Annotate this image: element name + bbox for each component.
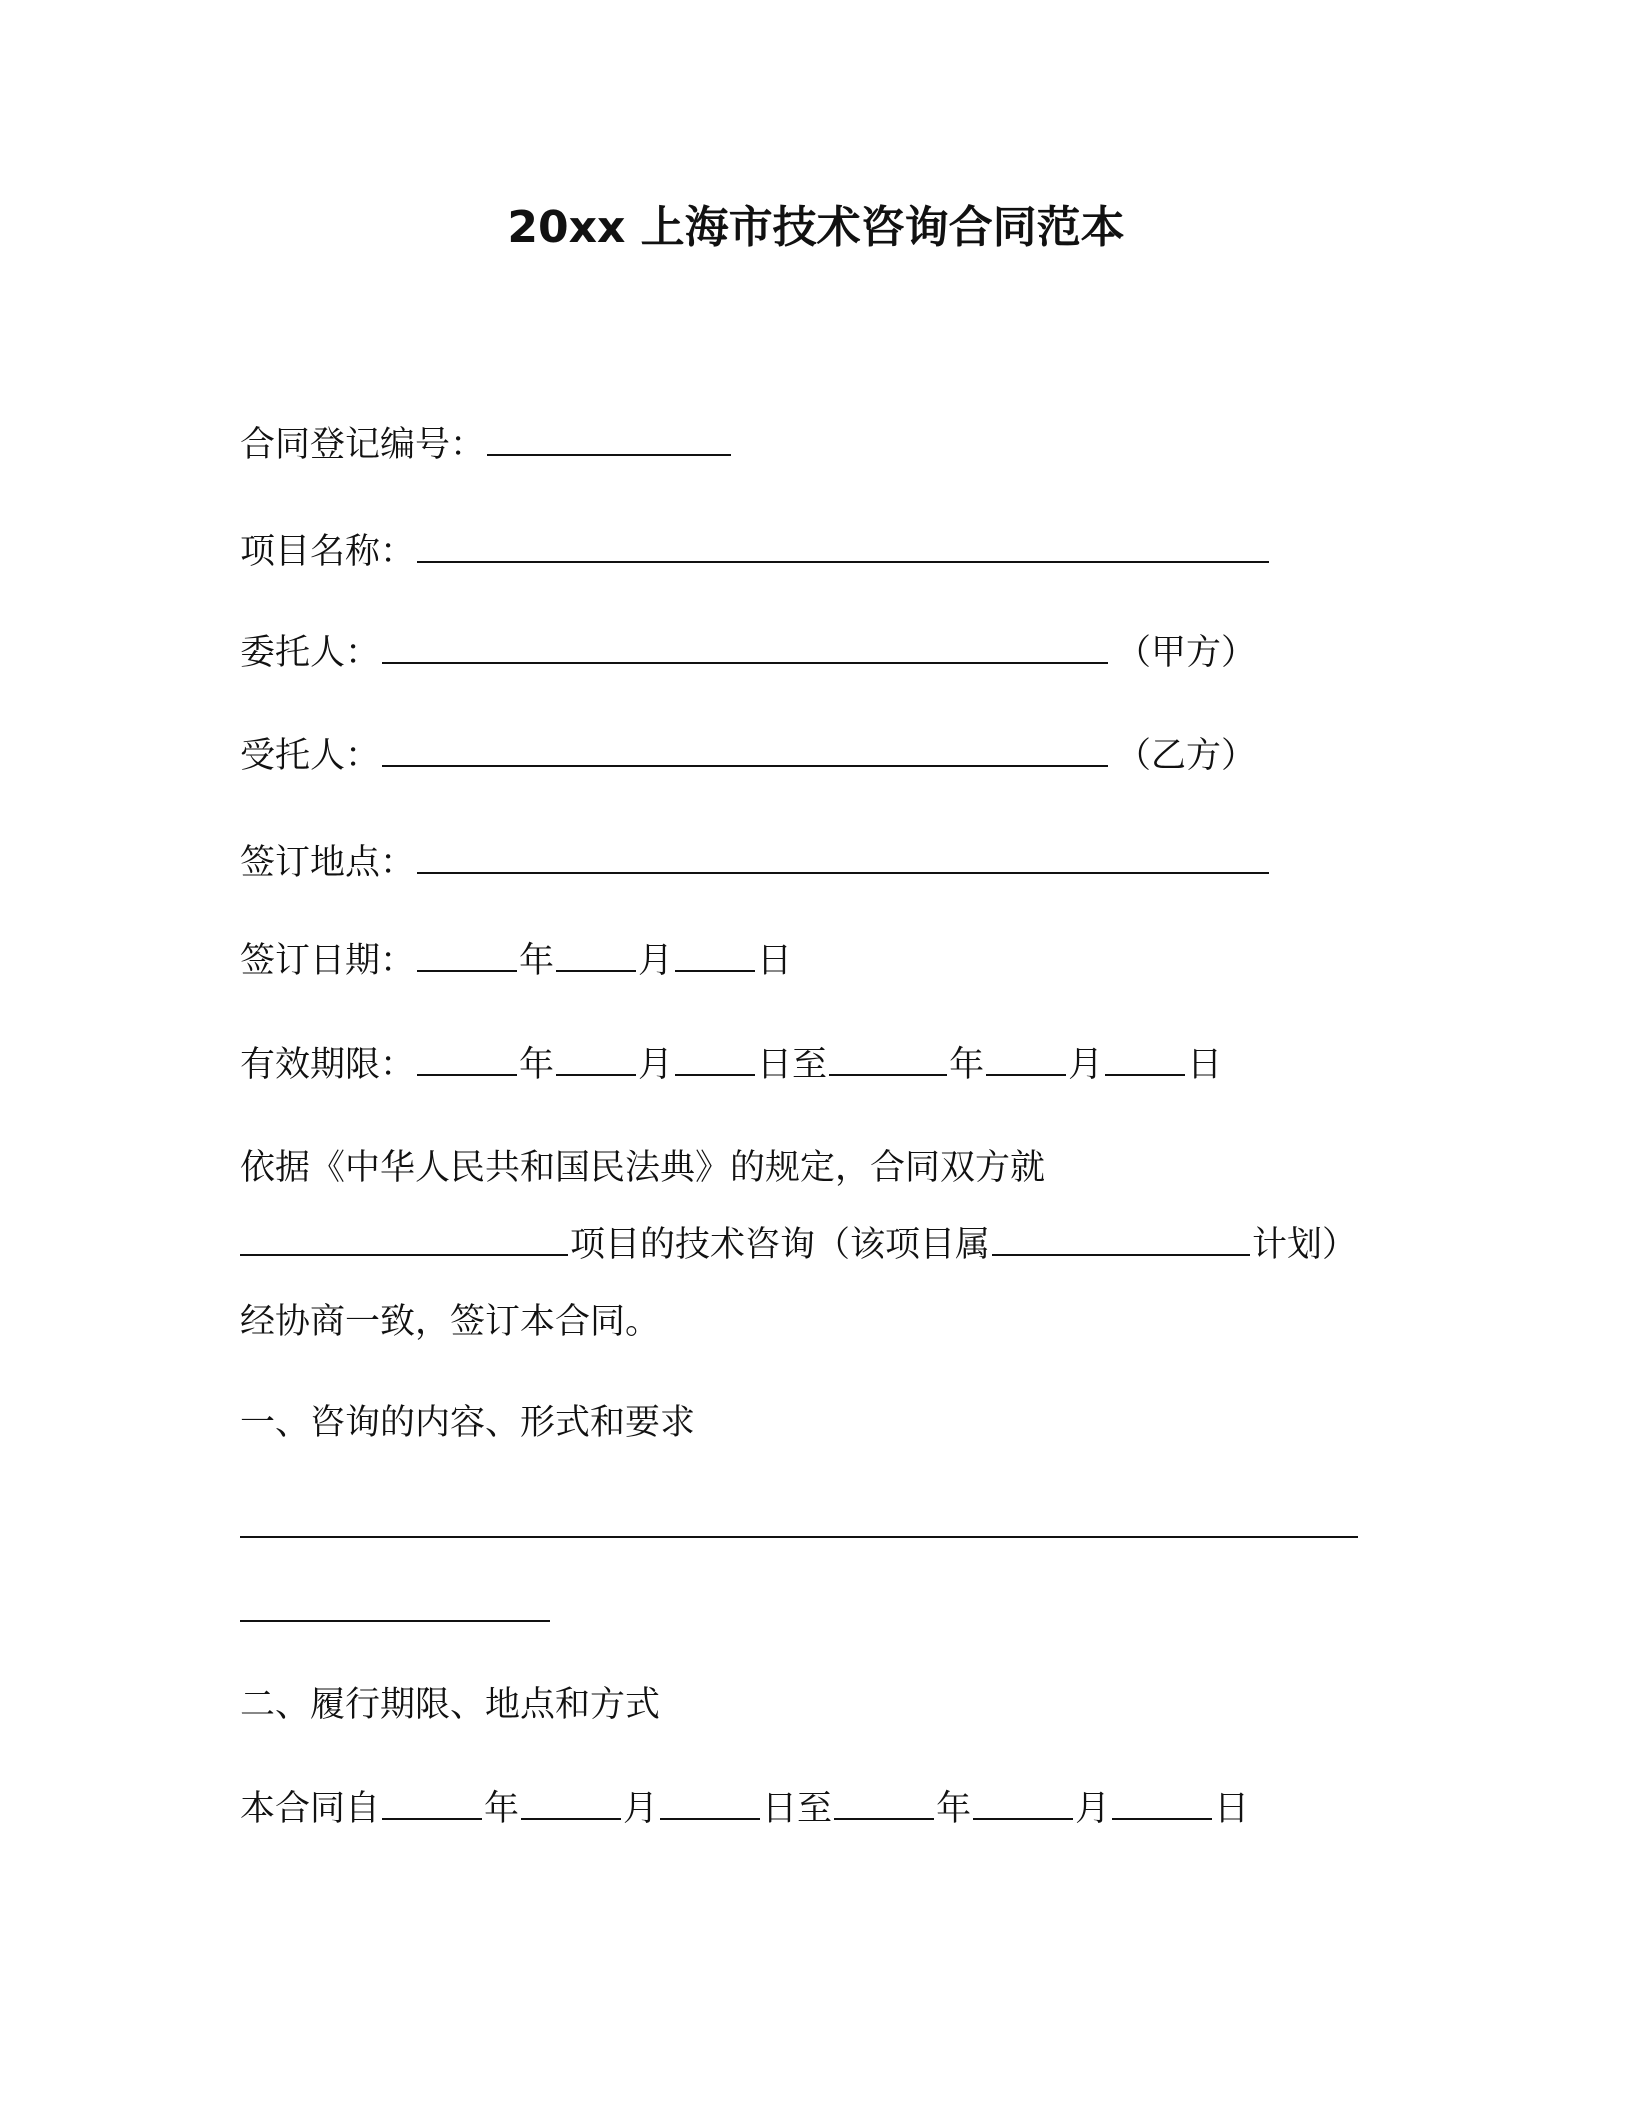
validity-start-month-unit: 月 bbox=[638, 1045, 674, 1085]
term-end-day-blank[interactable] bbox=[1112, 1788, 1212, 1820]
sign-date-day-unit: 日 bbox=[757, 941, 793, 981]
validity-label: 有效期限： bbox=[240, 1045, 416, 1085]
sign-date-year-blank[interactable] bbox=[417, 940, 517, 972]
project-name-blank[interactable] bbox=[417, 531, 1269, 563]
sign-place-blank[interactable] bbox=[417, 842, 1269, 874]
preamble-line-2-middle: 项目的技术咨询（该项目属 bbox=[570, 1225, 991, 1265]
section-2-term-start-label: 本合同自 bbox=[240, 1789, 381, 1829]
validity-start-year-unit: 年 bbox=[519, 1045, 555, 1085]
section-1-content-blank-2[interactable] bbox=[240, 1590, 550, 1622]
trustee-blank[interactable] bbox=[382, 735, 1108, 767]
term-start-month-blank[interactable] bbox=[521, 1788, 621, 1820]
document-title: 20xx 上海市技术咨询合同范本 bbox=[507, 202, 1125, 253]
validity-start-year-blank[interactable] bbox=[417, 1044, 517, 1076]
preamble-plan-blank[interactable] bbox=[992, 1224, 1250, 1256]
client-blank[interactable] bbox=[382, 632, 1108, 664]
validity-end-year-unit: 年 bbox=[949, 1045, 985, 1085]
preamble-line-1: 依据《中华人民共和国民法典》的规定，合同双方就 bbox=[240, 1148, 1046, 1188]
trustee-suffix: （乙方） bbox=[1116, 736, 1257, 776]
validity-start-day-unit: 日至 bbox=[757, 1045, 828, 1085]
section-1-answer-line-1 bbox=[240, 1502, 1360, 1552]
contract-reg-no-row bbox=[240, 420, 733, 470]
term-start-year-unit: 年 bbox=[484, 1789, 520, 1829]
validity-end-month-blank[interactable] bbox=[986, 1044, 1066, 1076]
sign-date-month-blank[interactable] bbox=[556, 940, 636, 972]
client-label: 委托人： bbox=[240, 633, 381, 673]
term-end-year-unit: 年 bbox=[936, 1789, 972, 1829]
validity-end-month-unit: 月 bbox=[1068, 1045, 1104, 1085]
term-end-day-unit: 日 bbox=[1214, 1789, 1250, 1829]
validity-end-day-unit: 日 bbox=[1187, 1045, 1223, 1085]
term-start-year-blank[interactable] bbox=[382, 1788, 482, 1820]
contract-reg-no-blank[interactable] bbox=[487, 424, 731, 456]
section-2-title: 二、履行期限、地点和方式 bbox=[240, 1685, 661, 1725]
trustee-label: 受托人： bbox=[240, 736, 381, 776]
term-end-month-unit: 月 bbox=[1075, 1789, 1111, 1829]
term-end-month-blank[interactable] bbox=[973, 1788, 1073, 1820]
contract-reg-no-label: 合同登记编号： bbox=[240, 425, 486, 465]
project-name-label: 项目名称： bbox=[240, 532, 416, 572]
client-suffix: （甲方） bbox=[1116, 633, 1257, 673]
sign-place-row bbox=[240, 838, 1271, 888]
sign-date-month-unit: 月 bbox=[638, 941, 674, 981]
term-start-month-unit: 月 bbox=[623, 1789, 659, 1829]
validity-start-day-blank[interactable] bbox=[675, 1044, 755, 1076]
trustee-row bbox=[240, 731, 1256, 781]
sign-date-row bbox=[240, 936, 792, 986]
preamble-line-2 bbox=[240, 1220, 1357, 1270]
term-end-year-blank[interactable] bbox=[834, 1788, 934, 1820]
validity-end-day-blank[interactable] bbox=[1105, 1044, 1185, 1076]
preamble-line-3: 经协商一致，签订本合同。 bbox=[240, 1302, 661, 1342]
term-start-day-blank[interactable] bbox=[660, 1788, 760, 1820]
sign-date-year-unit: 年 bbox=[519, 941, 555, 981]
sign-date-day-blank[interactable] bbox=[675, 940, 755, 972]
validity-end-year-blank[interactable] bbox=[829, 1044, 947, 1076]
validity-start-month-blank[interactable] bbox=[556, 1044, 636, 1076]
section-1-content-blank-1[interactable] bbox=[240, 1506, 1358, 1538]
preamble-line-2-end: 计划） bbox=[1252, 1225, 1358, 1265]
term-start-day-unit: 日至 bbox=[762, 1789, 833, 1829]
sign-date-label: 签订日期： bbox=[240, 941, 416, 981]
sign-place-label: 签订地点： bbox=[240, 843, 416, 883]
section-2-term-row bbox=[240, 1784, 1249, 1834]
project-name-row bbox=[240, 527, 1271, 577]
section-1-title: 一、咨询的内容、形式和要求 bbox=[240, 1403, 696, 1443]
section-1-answer-line-2 bbox=[240, 1586, 552, 1636]
client-row bbox=[240, 628, 1256, 678]
preamble-project-blank[interactable] bbox=[240, 1224, 568, 1256]
validity-row bbox=[240, 1040, 1222, 1090]
